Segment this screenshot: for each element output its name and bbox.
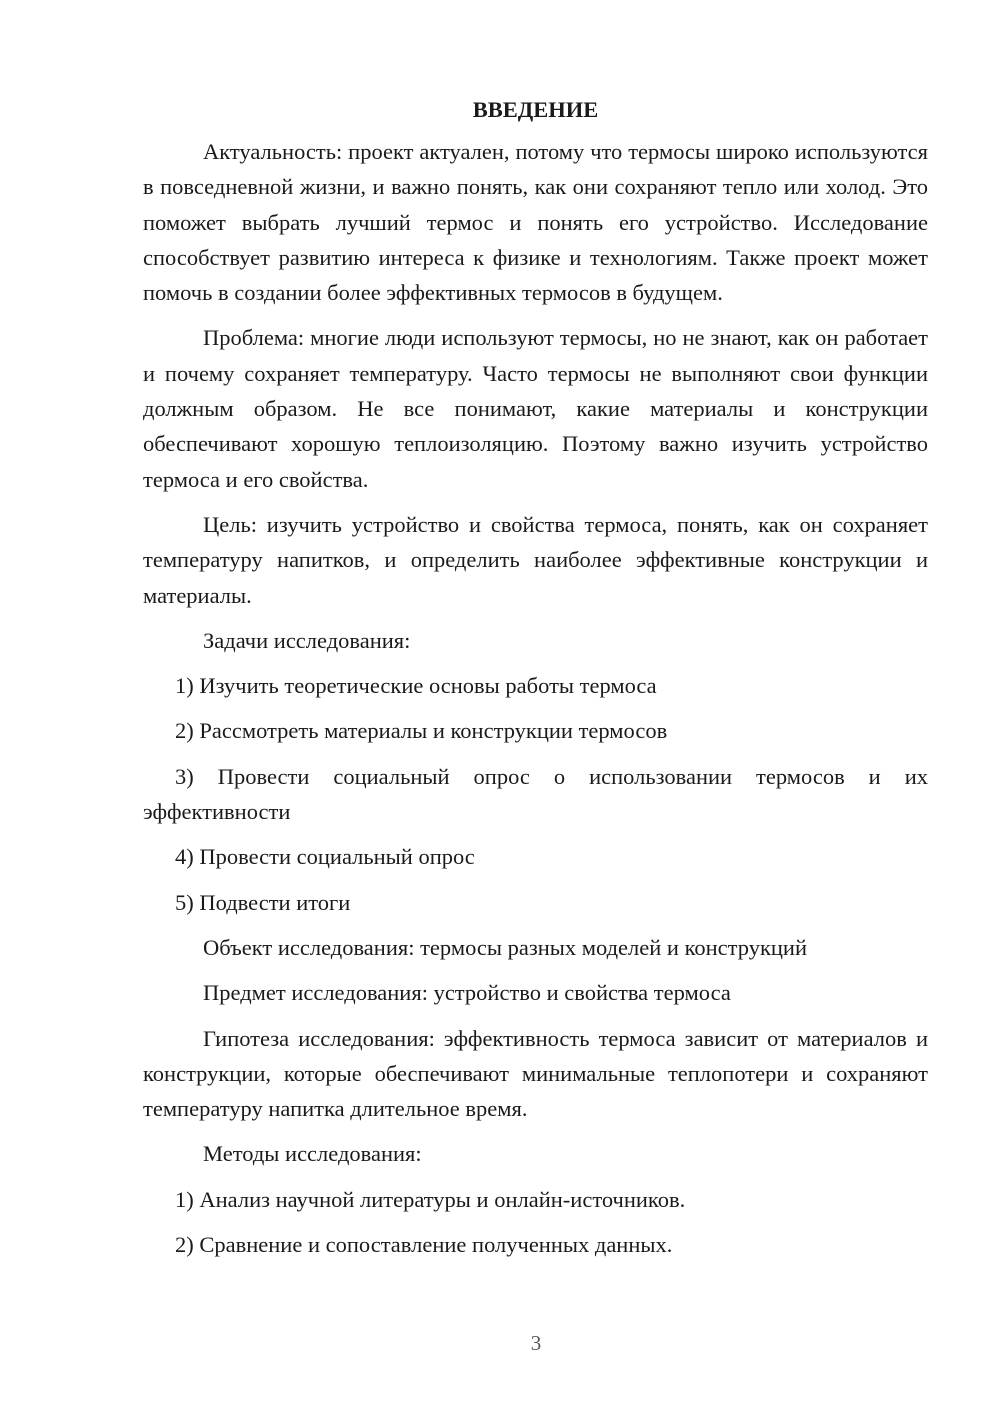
object-line: Объект исследования: термосы разных моделей и конструкций <box>203 934 808 960</box>
goal-paragraph: Цель: изучить устройство и свойства термоса, понять, как он сохраняет температуру напитков, и определить наиболее эффективные конструкции и материалы. <box>143 511 928 608</box>
page-number: 3 <box>530 1331 542 1355</box>
methods-heading: Методы исследования: <box>203 1141 422 1167</box>
task-item-2: 2) Рассмотреть материалы и конструкции термосов <box>175 718 668 744</box>
task-item-1: 1) Изучить теоретические основы работы термоса <box>175 673 657 699</box>
hypothesis-paragraph: Гипотеза исследования: эффективность термоса зависит от материалов и конструкции, которые обеспечивают минимальные теплопотери и сохраняют температуру напитка длительное время. <box>143 1025 928 1122</box>
subject-line: Предмет исследования: устройство и свойства термоса <box>203 980 731 1006</box>
task-item-3: 3) Провести социальный опрос о использовании термосов и их эффективности <box>143 763 928 825</box>
method-item-2: 2) Сравнение и сопоставление полученных данных. <box>175 1232 673 1258</box>
tasks-heading: Задачи исследования: <box>203 627 411 653</box>
method-item-1: 1) Анализ научной литературы и онлайн-источников. <box>175 1186 686 1212</box>
task-item-5: 5) Подвести итоги <box>175 889 351 915</box>
page-body <box>143 92 928 1272</box>
problem-paragraph: Проблема: многие люди используют термосы, но не знают, как он работает и почему сохраняет температуру. Часто термосы не выполняют свои функции должным образом. Не все понимают, какие материалы и конструкции обеспечивают хорошую теплоизоляцию. Поэтому важно изучить устройство термоса и его свойства. <box>143 325 928 492</box>
relevance-paragraph: Актуальность: проект актуален, потому что термосы широко используются в повседневной жизни, и важно понять, как они сохраняют тепло или холод. Это поможет выбрать лучший термос и понять его устройство. Исследование способствует развитию интереса к физике и технологиям. Также проект может помочь в создании более эффективных термосов в будущем. <box>143 139 928 306</box>
task-item-4: 4) Провести социальный опрос <box>175 844 475 870</box>
page-title: ВВЕДЕНИЕ <box>472 97 599 122</box>
